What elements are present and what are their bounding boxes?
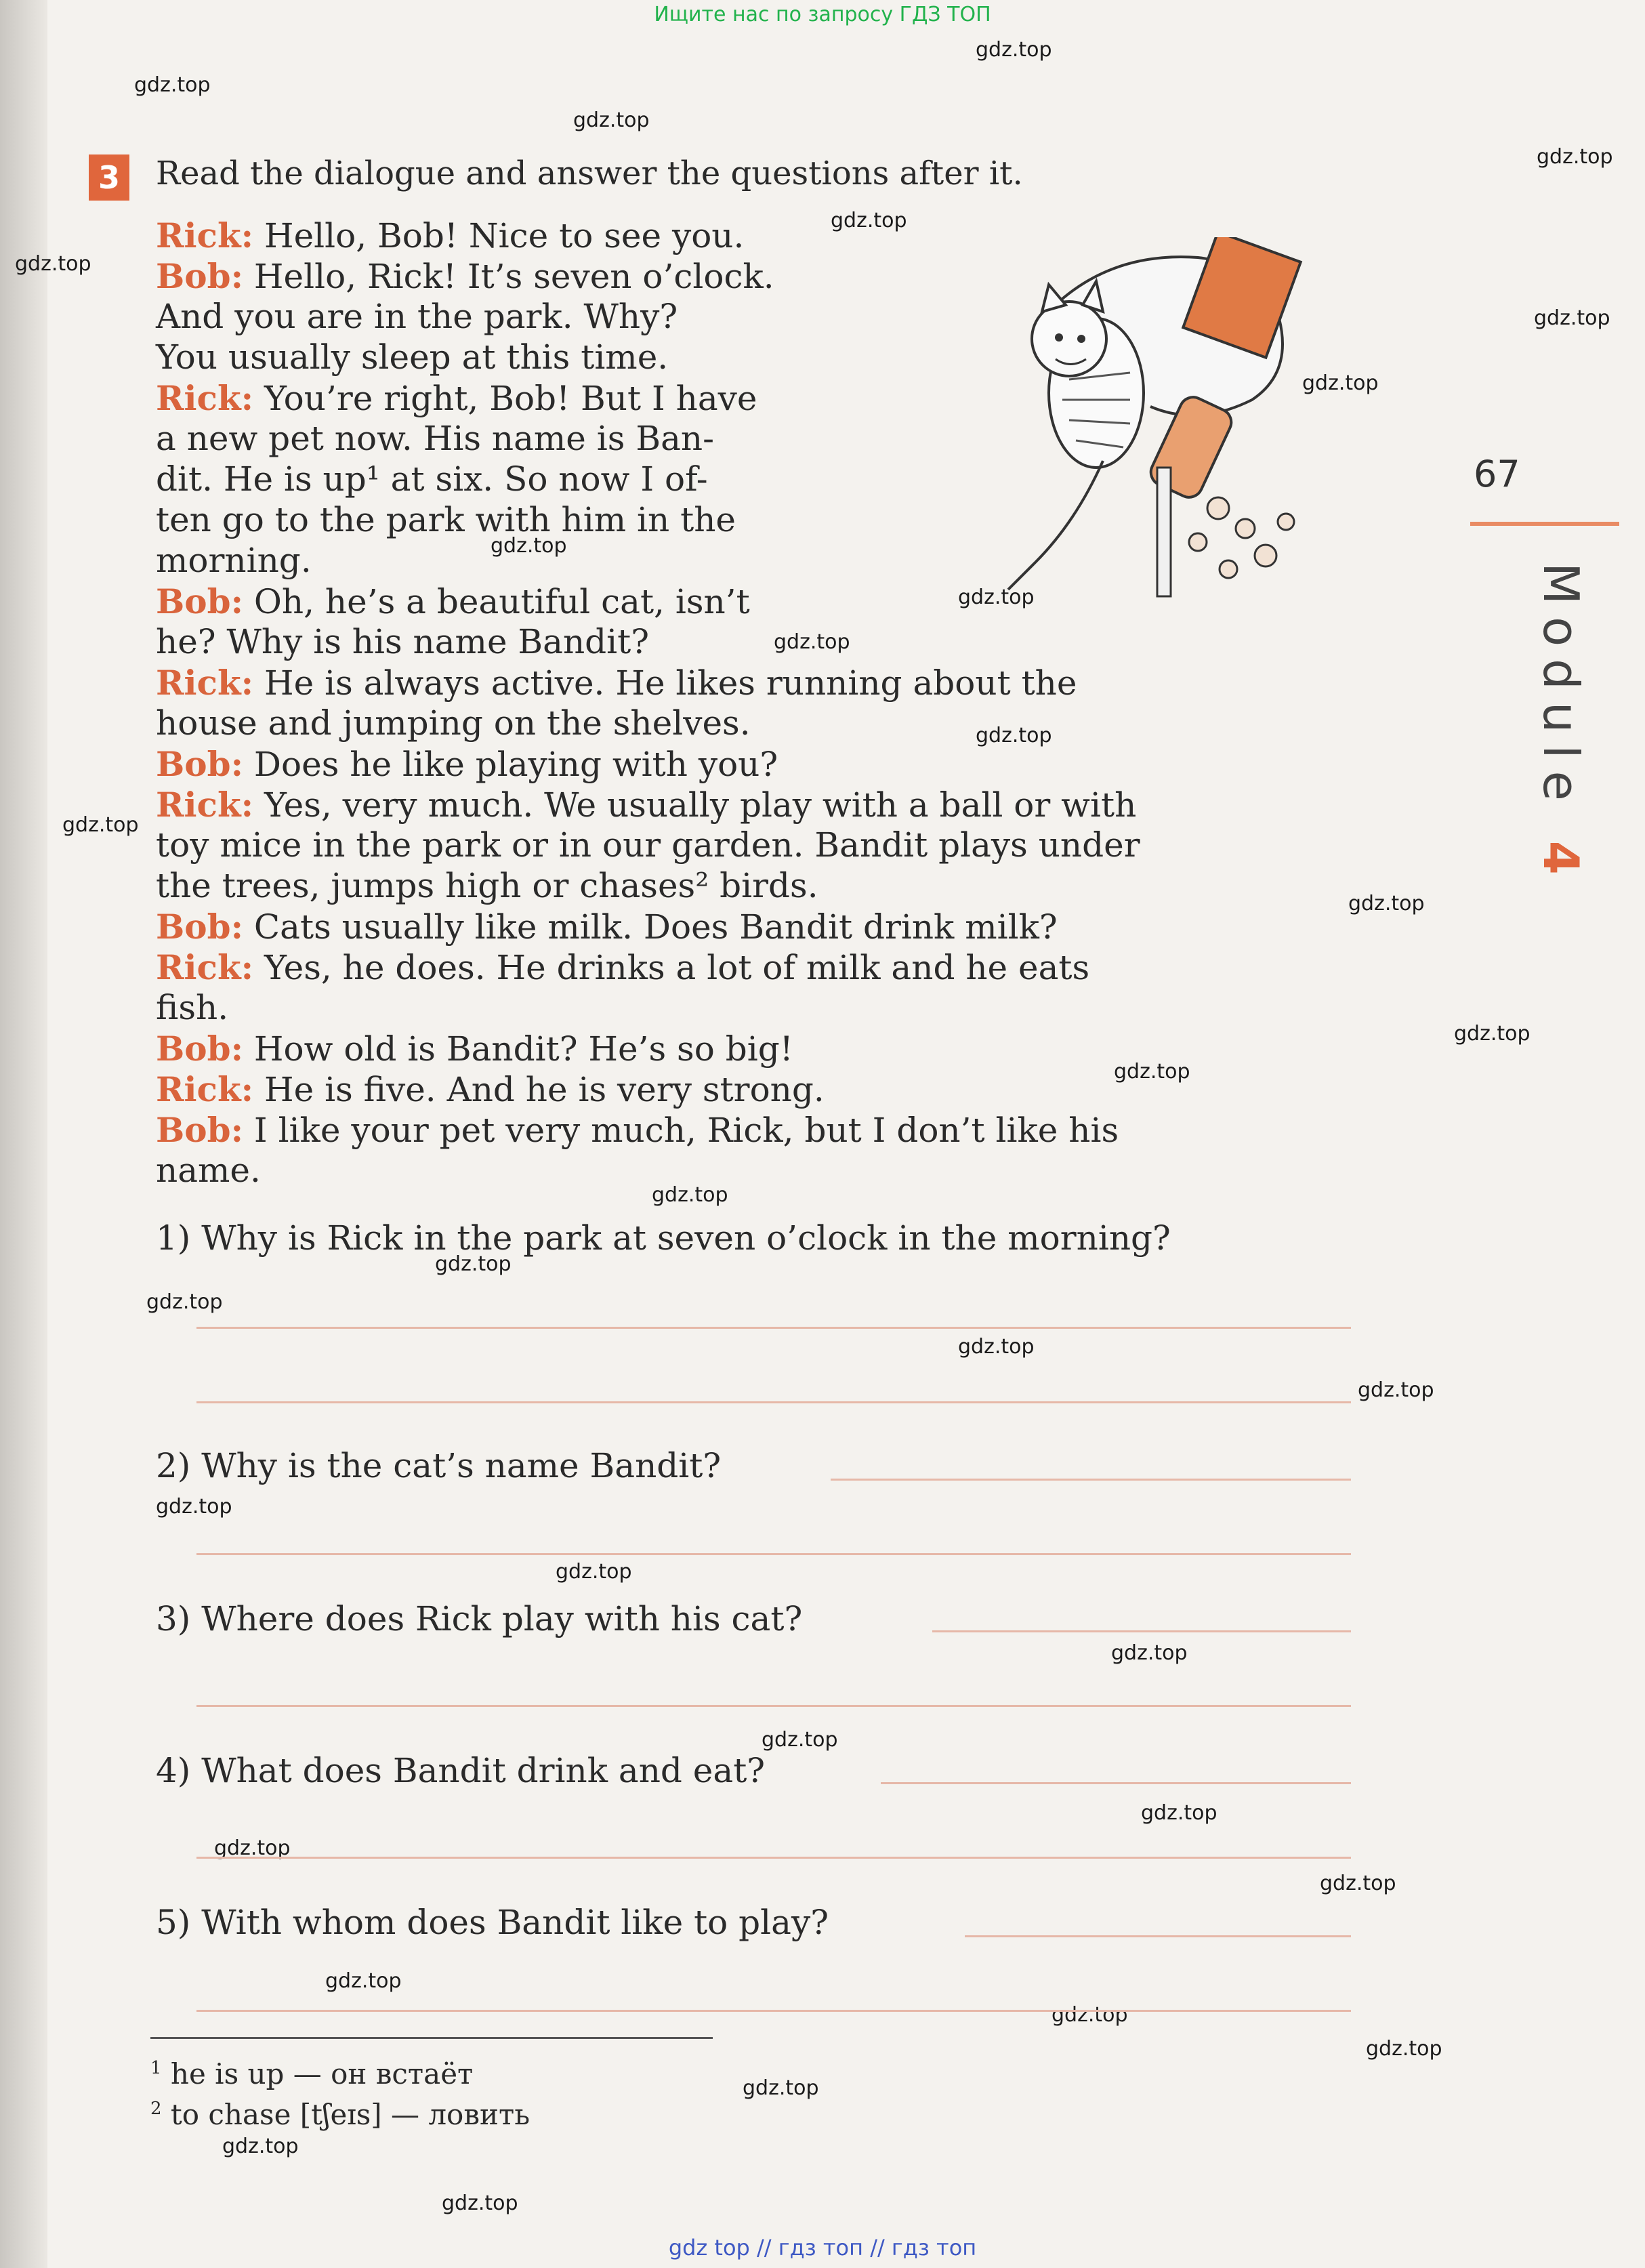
dialogue-line	[156, 256, 774, 296]
dialogue-line	[156, 1110, 1119, 1150]
page-gutter-shadow	[0, 0, 47, 2268]
watermark: gdz.top	[762, 1728, 838, 1752]
line-text: ten go to the park with him in the	[156, 500, 736, 539]
bottom-links[interactable]: gdz top // гдз топ // гдз топ	[668, 2235, 977, 2261]
watermark: gdz.top	[325, 1969, 402, 1993]
watermark: gdz.top	[1454, 1022, 1531, 1046]
footnote-text: to chase [tʃeɪs] — ловить	[161, 2098, 530, 2131]
watermark: gdz.top	[491, 534, 567, 558]
line-text: He is five. And he is very strong.	[253, 1070, 825, 1109]
line-text: Oh, he’s a beautiful cat, isn’t	[243, 582, 750, 621]
line-text: Cats usually like milk. Does Bandit drink milk?	[243, 907, 1058, 947]
watermark: gdz.top	[831, 209, 907, 232]
line-text: the trees, jumps high or chases² birds.	[156, 866, 818, 905]
answer-line[interactable]	[196, 1553, 1351, 1555]
dialogue-line	[156, 663, 1077, 703]
dialogue-line	[156, 622, 649, 661]
watermark: gdz.top	[1141, 1801, 1217, 1825]
dialogue-line	[156, 825, 1140, 865]
line-text: toy mice in the park or in our garden. Bandit plays under	[156, 825, 1140, 865]
speaker-label: Bob:	[156, 1110, 244, 1150]
watermark: gdz.top	[573, 108, 650, 132]
answer-line[interactable]	[196, 1327, 1351, 1329]
watermark: gdz.top	[1111, 1641, 1188, 1665]
dialogue-line	[156, 541, 312, 580]
dialogue-line	[156, 785, 1136, 825]
speaker-label: Rick:	[156, 785, 254, 825]
question: 1) Why is Rick in the park at seven o’clock in the morning?	[156, 1218, 1171, 1258]
watermark: gdz.top	[976, 38, 1052, 62]
speaker-label: Rick:	[156, 1069, 254, 1109]
footnote	[150, 2098, 530, 2131]
footnote-text: he is up — он встаёт	[161, 2057, 474, 2090]
dialogue-line	[156, 1069, 825, 1109]
watermark: gdz.top	[1537, 145, 1613, 169]
question: 3) Where does Rick play with his cat?	[156, 1599, 803, 1638]
watermark: gdz.top	[1366, 2037, 1442, 2061]
answer-line[interactable]	[196, 1401, 1351, 1403]
line-text: You usually sleep at this time.	[156, 337, 669, 377]
speaker-label: Rick:	[156, 947, 254, 987]
speaker-label: Bob:	[156, 581, 244, 621]
line-text: a new pet now. His name is Ban-	[156, 419, 714, 458]
module-number: 4	[1533, 840, 1589, 887]
watermark: gdz.top	[146, 1290, 223, 1314]
watermark: gdz.top	[15, 252, 91, 276]
watermark: gdz.top	[652, 1183, 728, 1207]
watermark: gdz.top	[774, 630, 850, 654]
watermark: gdz.top	[1320, 1872, 1396, 1895]
line-text: Hello, Rick! It’s seven o’clock.	[243, 257, 774, 296]
watermark: gdz.top	[1348, 892, 1425, 915]
watermark: gdz.top	[958, 585, 1035, 609]
speaker-label: Bob:	[156, 256, 244, 296]
line-text: You’re right, Bob! But I have	[253, 379, 757, 418]
watermark: gdz.top	[1534, 306, 1610, 330]
dialogue-line	[156, 1029, 793, 1069]
dialogue-line	[156, 297, 678, 336]
module-divider	[1470, 522, 1619, 526]
top-banner[interactable]: Ищите нас по запросу ГДЗ ТОП	[654, 3, 991, 26]
watermark: gdz.top	[1358, 1378, 1434, 1402]
line-text: Does he like playing with you?	[243, 745, 778, 784]
line-text: fish.	[156, 988, 229, 1027]
speaker-label: Bob:	[156, 907, 244, 947]
dialogue-line	[156, 1151, 261, 1190]
watermark: gdz.top	[435, 1252, 512, 1276]
answer-line[interactable]	[196, 1705, 1351, 1707]
page-number: 67	[1474, 453, 1520, 495]
watermark: gdz.top	[222, 2135, 299, 2158]
task-number-badge: 3	[89, 154, 129, 201]
dialogue-line	[156, 947, 1089, 987]
dialogue-line	[156, 459, 708, 499]
dialogue-line	[156, 907, 1058, 947]
cat-illustration	[995, 237, 1354, 617]
speaker-label: Rick:	[156, 663, 254, 703]
dialogue-line	[156, 215, 744, 255]
line-text: Hello, Bob! Nice to see you.	[253, 216, 745, 255]
answer-line[interactable]	[196, 2010, 1351, 2012]
line-text: house and jumping on the shelves.	[156, 703, 751, 743]
watermark: gdz.top	[156, 1495, 232, 1519]
watermark: gdz.top	[556, 1560, 632, 1584]
answer-line[interactable]	[831, 1479, 1351, 1481]
watermark: gdz.top	[743, 2076, 819, 2100]
watermark: gdz.top	[1114, 1060, 1190, 1084]
answer-line[interactable]	[965, 1935, 1351, 1937]
answer-line[interactable]	[932, 1630, 1351, 1632]
answer-line[interactable]	[881, 1782, 1351, 1784]
line-text: dit. He is up¹ at six. So now I of-	[156, 459, 708, 499]
line-text: Yes, very much. We usually play with a ball or with	[253, 785, 1137, 825]
dialogue-line	[156, 581, 750, 621]
dialogue-line	[156, 744, 778, 784]
speaker-label: Rick:	[156, 215, 254, 255]
watermark: gdz.top	[1302, 371, 1379, 395]
dialogue-line	[156, 866, 818, 905]
line-text: He is always active. He likes running about the	[253, 663, 1077, 703]
question: 4) What does Bandit drink and eat?	[156, 1751, 766, 1790]
task-instruction: Read the dialogue and answer the questions after it.	[156, 154, 1023, 192]
dialogue-line	[156, 337, 668, 377]
watermark: gdz.top	[1051, 2003, 1128, 2027]
dialogue-line	[156, 500, 736, 539]
module-label	[1533, 562, 1589, 887]
dialogue-line	[156, 703, 751, 743]
line-text: How old is Bandit? He’s so big!	[243, 1029, 793, 1069]
module-word: Module	[1533, 562, 1589, 813]
footnote	[150, 2057, 473, 2090]
dialogue-line	[156, 378, 757, 418]
watermark: gdz.top	[134, 73, 211, 97]
speaker-label: Bob:	[156, 1029, 244, 1069]
footnote-number: 1	[150, 2058, 162, 2078]
speaker-label: Bob:	[156, 744, 244, 784]
question: 5) With whom does Bandit like to play?	[156, 1903, 829, 1942]
line-text: he? Why is his name Bandit?	[156, 622, 650, 661]
watermark: gdz.top	[976, 724, 1052, 747]
question: 2) Why is the cat’s name Bandit?	[156, 1446, 722, 1485]
watermark: gdz.top	[62, 813, 139, 837]
line-text: I like your pet very much, Rick, but I don’t like his	[243, 1111, 1119, 1150]
speaker-label: Rick:	[156, 378, 254, 418]
watermark: gdz.top	[214, 1836, 291, 1860]
line-text: name.	[156, 1151, 261, 1190]
dialogue-line	[156, 988, 228, 1027]
watermark: gdz.top	[442, 2191, 518, 2215]
line-text: And you are in the park. Why?	[156, 297, 678, 336]
line-text: morning.	[156, 541, 312, 580]
answer-line[interactable]	[196, 1857, 1351, 1859]
footnote-number: 2	[150, 2099, 162, 2119]
footnote-divider	[150, 2037, 713, 2039]
dialogue-line	[156, 419, 714, 458]
watermark: gdz.top	[958, 1335, 1035, 1359]
line-text: Yes, he does. He drinks a lot of milk and he eats	[253, 948, 1090, 987]
